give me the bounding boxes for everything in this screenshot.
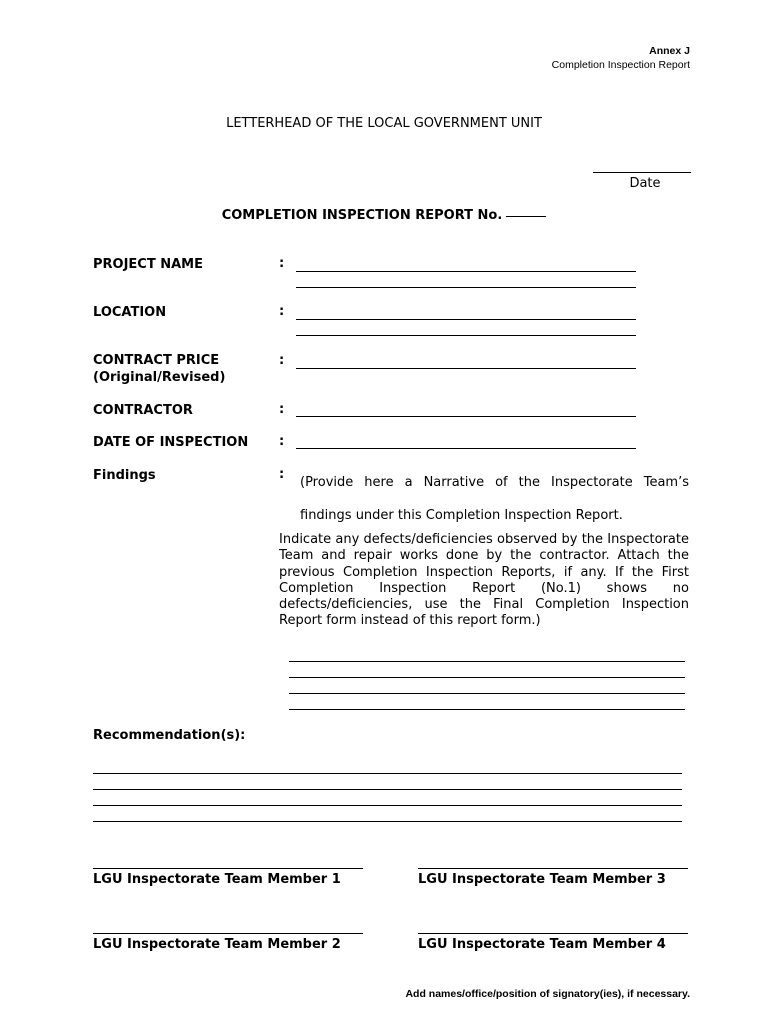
- findings-line-4[interactable]: [289, 709, 685, 710]
- project-name-label: PROJECT NAME: [93, 257, 203, 272]
- location-line-2[interactable]: [296, 335, 636, 336]
- signatory-member-3: LGU Inspectorate Team Member 3: [418, 872, 666, 887]
- recommendation-line-1[interactable]: [93, 773, 682, 774]
- findings-colon: :: [279, 467, 285, 482]
- signatory-member-1: LGU Inspectorate Team Member 1: [93, 872, 341, 887]
- location-line-1[interactable]: [296, 319, 636, 320]
- contract-price-note: (Original/Revised): [93, 370, 226, 385]
- signature-line-member-1[interactable]: [93, 868, 363, 869]
- contract-price-label: CONTRACT PRICE: [93, 353, 220, 368]
- findings-line-3[interactable]: [289, 693, 685, 694]
- contractor-line[interactable]: [296, 416, 636, 417]
- findings-defects-instruction: Indicate any defects/deficiencies observed by the Inspectorate Team and repair works done by the contractor. Attach the previous Completion Inspection Reports, if any. If the First Completion Inspection Report (No.1) shows no defects/deficiencies, use the Final Completion Inspection Report form instead of this report form.): [279, 532, 689, 629]
- recommendation-line-4[interactable]: [93, 821, 682, 822]
- letterhead-text: LETTERHEAD OF THE LOCAL GOVERNMENT UNIT: [226, 116, 542, 131]
- date-of-inspection-label: DATE OF INSPECTION: [93, 435, 249, 450]
- date-of-inspection-line[interactable]: [296, 448, 636, 449]
- recommendations-label: Recommendation(s):: [93, 728, 246, 743]
- date-of-inspection-colon: :: [279, 434, 285, 449]
- recommendation-line-3[interactable]: [93, 805, 682, 806]
- report-number-blank[interactable]: [506, 216, 546, 217]
- contract-price-colon: :: [279, 353, 285, 368]
- project-name-line-2[interactable]: [296, 287, 636, 288]
- signature-line-member-3[interactable]: [418, 868, 688, 869]
- findings-narrative-instruction: (Provide here a Narrative of the Inspectorate Team’s findings under this Completion Inspection Report.: [300, 475, 689, 523]
- signature-line-member-2[interactable]: [93, 933, 363, 934]
- signatory-member-4: LGU Inspectorate Team Member 4: [418, 937, 666, 952]
- signature-line-member-4[interactable]: [418, 933, 688, 934]
- project-name-line-1[interactable]: [296, 271, 636, 272]
- location-label: LOCATION: [93, 305, 167, 320]
- signatory-member-2: LGU Inspectorate Team Member 2: [93, 937, 341, 952]
- recommendation-line-2[interactable]: [93, 789, 682, 790]
- report-title: [0, 208, 768, 223]
- project-name-colon: :: [279, 256, 285, 271]
- findings-line-1[interactable]: [289, 661, 685, 662]
- date-blank-line[interactable]: [593, 172, 691, 173]
- contract-price-line[interactable]: [296, 368, 636, 369]
- report-title-text: COMPLETION INSPECTION REPORT No.: [221, 208, 503, 223]
- signatory-footnote: Add names/office/position of signatory(ies), if necessary.: [405, 988, 690, 1000]
- annex-subtitle: Completion Inspection Report: [551, 59, 690, 71]
- date-label: Date: [629, 176, 661, 191]
- contractor-label: CONTRACTOR: [93, 403, 193, 418]
- findings-label: Findings: [93, 468, 156, 483]
- location-colon: :: [279, 304, 285, 319]
- contractor-colon: :: [279, 402, 285, 417]
- findings-line-2[interactable]: [289, 677, 685, 678]
- annex-title: Annex J: [649, 45, 690, 57]
